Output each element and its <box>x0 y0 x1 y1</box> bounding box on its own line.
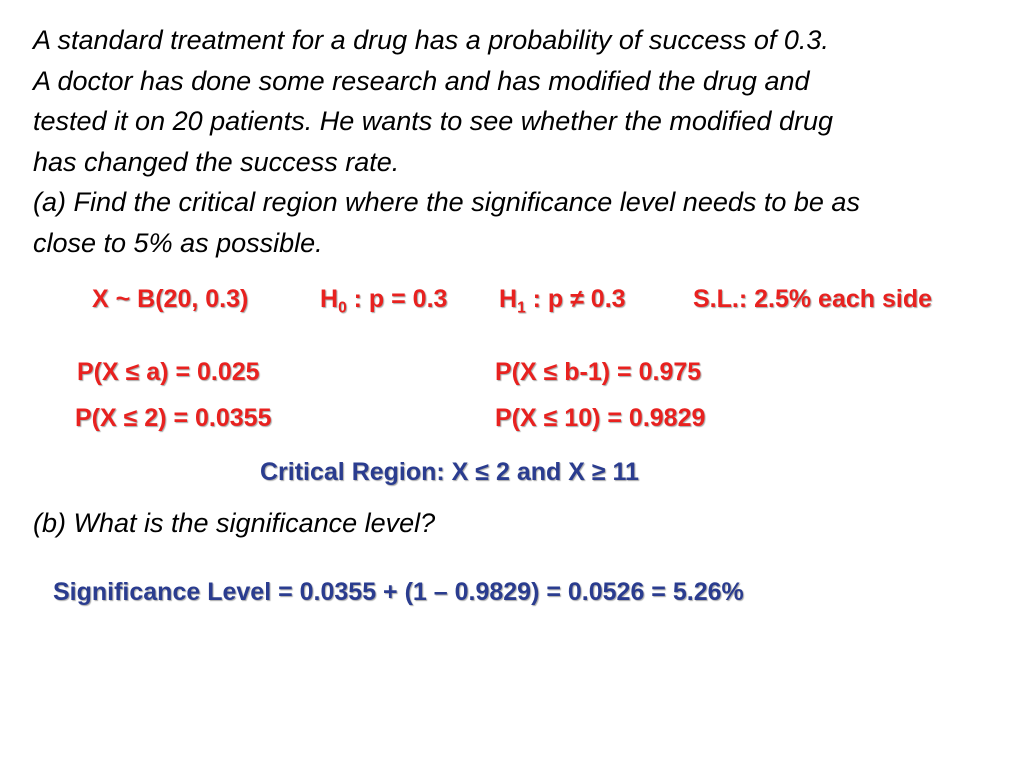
problem-line: has changed the success rate. <box>33 146 400 177</box>
critical-region: Critical Region: X ≤ 2 and X ≥ 11 <box>260 458 639 486</box>
lower-tail-equation: P(X ≤ a) = 0.025 <box>77 358 260 386</box>
lower-tail-value: P(X ≤ 2) = 0.0355 <box>75 404 272 432</box>
null-hypothesis-subscript: 0 <box>338 299 347 317</box>
alternative-hypothesis <box>499 284 626 317</box>
null-hypothesis <box>320 284 448 317</box>
significance-level-statement: S.L.: 2.5% each side <box>693 285 932 313</box>
part-a-question-cont: close to 5% as possible. <box>33 227 323 258</box>
significance-level-answer: Significance Level = 0.0355 + (1 – 0.9829) = 0.0526 = 5.26% <box>53 578 744 606</box>
alt-hypothesis-text: : p ≠ 0.3 <box>525 285 626 313</box>
alt-hypothesis-subscript: 1 <box>517 299 526 317</box>
distribution-statement: X ~ B(20, 0.3) <box>92 285 249 313</box>
upper-tail-value: P(X ≤ 10) = 0.9829 <box>495 404 706 432</box>
alt-hypothesis-letter: H <box>499 285 518 313</box>
upper-tail-equation: P(X ≤ b-1) = 0.975 <box>495 358 702 386</box>
part-a-question: (a) Find the critical region where the significance level needs to be as <box>33 187 860 217</box>
part-b-question: (b) What is the significance level? <box>33 508 436 538</box>
null-hypothesis-letter: H <box>320 285 339 313</box>
problem-line: A doctor has done some research and has modified the drug and <box>33 65 810 96</box>
problem-statement <box>33 20 1003 263</box>
problem-line: tested it on 20 patients. He wants to see whether the modified drug <box>33 106 833 136</box>
problem-line: A standard treatment for a drug has a probability of success of 0.3. <box>33 25 829 55</box>
null-hypothesis-text: : p = 0.3 <box>346 285 448 313</box>
